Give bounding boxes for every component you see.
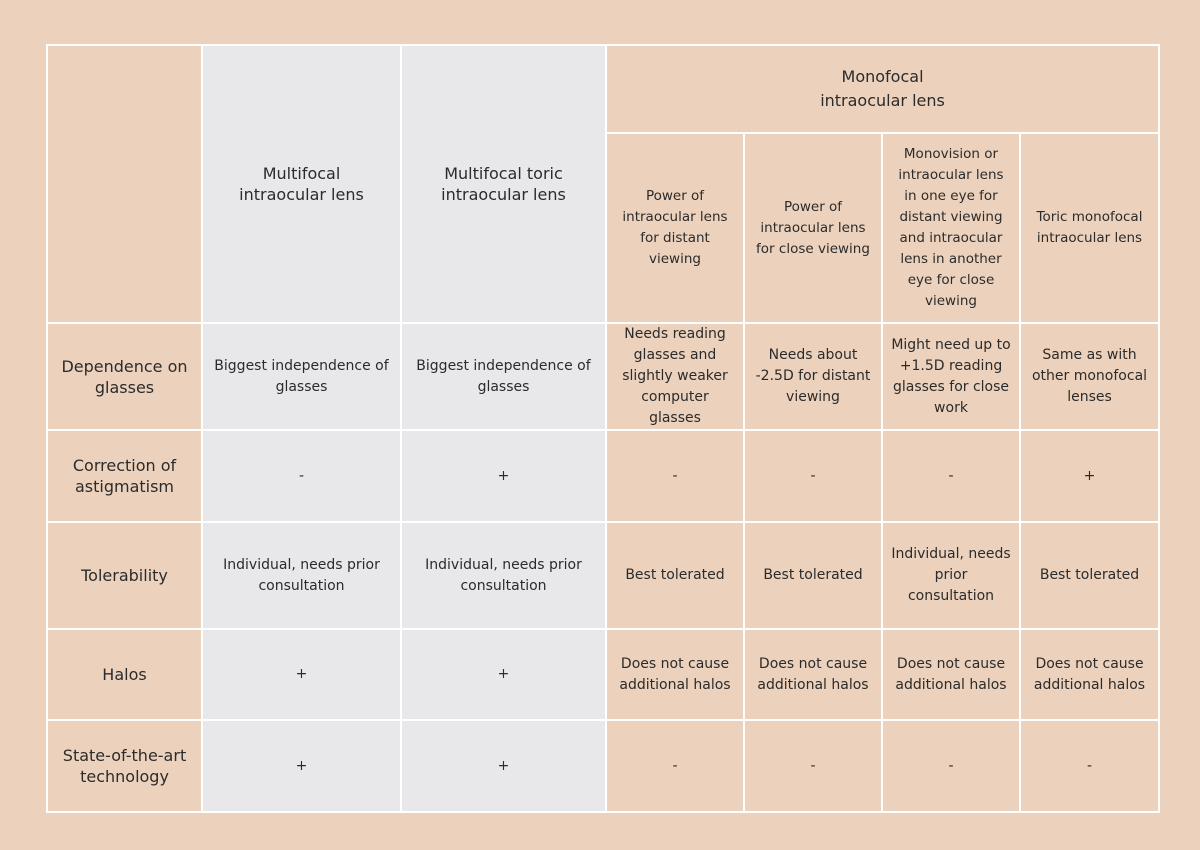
table-row xyxy=(47,522,1159,629)
column-header-multifocal: Multifocal intraocular lens xyxy=(202,45,401,323)
table-cell: + xyxy=(401,629,606,720)
table-cell: + xyxy=(1020,430,1159,522)
table-cell: Does not cause additional halos xyxy=(744,629,882,720)
table-row xyxy=(47,629,1159,720)
table-cell: + xyxy=(401,720,606,812)
table-cell: + xyxy=(401,430,606,522)
table-cell: - xyxy=(1020,720,1159,812)
table-cell: - xyxy=(202,430,401,522)
table-row xyxy=(47,720,1159,812)
lens-comparison-table xyxy=(46,44,1160,813)
subcolumn-header-close: Power of intraocular lens for close viewing xyxy=(744,133,882,323)
table-cell: Does not cause additional halos xyxy=(606,629,744,720)
subcolumn-header-distant: Power of intraocular lens for distant viewing xyxy=(606,133,744,323)
table-cell: - xyxy=(744,720,882,812)
table-cell: Best tolerated xyxy=(606,522,744,629)
table-cell: + xyxy=(202,720,401,812)
table-cell: - xyxy=(882,720,1020,812)
table-cell: Best tolerated xyxy=(744,522,882,629)
table-cell: Might need up to +1.5D reading glasses for close work xyxy=(882,323,1020,430)
table-cell: + xyxy=(202,629,401,720)
corner-cell xyxy=(47,45,202,323)
row-label-tolerability: Tolerability xyxy=(47,522,202,629)
row-label-halos: Halos xyxy=(47,629,202,720)
table-cell: Needs about -2.5D for distant viewing xyxy=(744,323,882,430)
table-row xyxy=(47,323,1159,430)
table-cell: - xyxy=(882,430,1020,522)
table-cell: Best tolerated xyxy=(1020,522,1159,629)
row-label-astigmatism: Correction of astigmatism xyxy=(47,430,202,522)
table-cell: Individual, needs prior consultation xyxy=(401,522,606,629)
table-cell: Individual, needs prior consultation xyxy=(882,522,1020,629)
subcolumn-header-toric-monofocal: Toric monofocal intraocular lens xyxy=(1020,133,1159,323)
table-row xyxy=(47,430,1159,522)
row-label-dependence: Dependence on glasses xyxy=(47,323,202,430)
row-label-technology: State-of-the-art technology xyxy=(47,720,202,812)
column-header-monofocal: Monofocal intraocular lens xyxy=(606,45,1159,133)
column-header-multifocal-toric: Multifocal toric intraocular lens xyxy=(401,45,606,323)
table-cell: - xyxy=(744,430,882,522)
table-cell: - xyxy=(606,430,744,522)
table-cell: Needs reading glasses and slightly weaker computer glasses xyxy=(606,323,744,430)
header-row-top xyxy=(47,45,1159,133)
table-cell: Does not cause additional halos xyxy=(882,629,1020,720)
table-cell: - xyxy=(606,720,744,812)
subcolumn-header-monovision: Monovision or intraocular lens in one eye for distant viewing and intraocular lens in another eye for close viewing xyxy=(882,133,1020,323)
table-cell: Does not cause additional halos xyxy=(1020,629,1159,720)
table-cell: Biggest independence of glasses xyxy=(401,323,606,430)
table-cell: Biggest independence of glasses xyxy=(202,323,401,430)
table-cell: Same as with other monofocal lenses xyxy=(1020,323,1159,430)
table-cell: Individual, needs prior consultation xyxy=(202,522,401,629)
